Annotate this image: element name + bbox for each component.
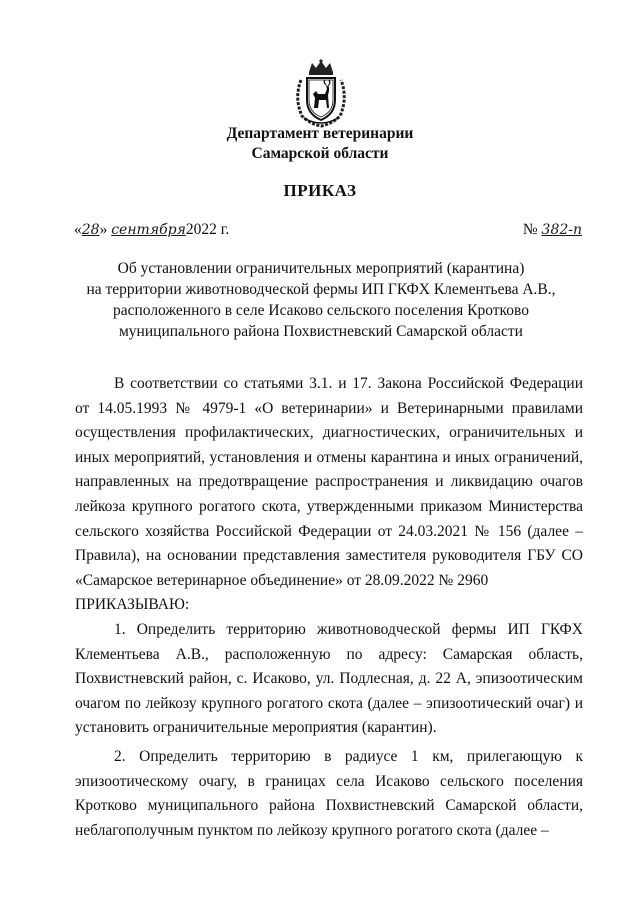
document-title: ПРИКАЗ — [283, 181, 357, 200]
subject-line: Об установлении ограничительных мероприятий (карантина) — [117, 260, 525, 277]
department-name-line2: Самарской области — [251, 145, 389, 162]
order-item-1: 1. Определить территорию животноводческой фермы ИП ГКФХ Клементьева А.В., расположенную по адресу: Самарская область, Похвистневский район, с. Исаково, ул. Подлесная, д. 22 А, эпизоотическим очагом по лейкозу крупного рогатого скота (далее – эпизоотический очаг) и установить ограничительные мероприятия (карантин). — [75, 620, 583, 737]
date-close-quote: » — [99, 221, 112, 238]
order-body — [75, 372, 583, 843]
order-date — [74, 221, 229, 239]
order-word: ПРИКАЗЫВАЮ: — [75, 596, 190, 614]
subject-line: на территории животноводческой фермы ИП ГКФХ Клементьева А.В., — [86, 281, 556, 298]
date-open-quote: « — [74, 221, 82, 238]
preamble-paragraph: В соответствии со статьями 3.1. и 17. Закона Российской Федерации от 14.05.1993 № 4979-1 «О ветеринарии» и Ветеринарными правилами осуществления профилактических, диагностических, ограничительных и иных мероприятий, установления и отмены карантина и иных ограничений, направленных на предотвращение распространения и ликвидацию очагов лейкоза крупного рогатого скота, утвержденными приказом Министерства сельского хозяйства Российской Федерации от 24.03.2021 № 156 (далее – Правила), на основании представления заместителя руководителя ГБУ СО «Самарское ветеринарное объединение» от 28.09.2022 № 2960 — [75, 375, 583, 589]
date-day-handwritten: 28 — [81, 222, 100, 238]
date-month-handwritten: сентября — [111, 222, 186, 238]
number-prefix: № — [522, 221, 542, 238]
number-handwritten: 382-п — [541, 222, 582, 238]
order-number — [523, 221, 582, 239]
samara-coat-of-arms-icon — [292, 58, 350, 128]
date-year: 2022 г. — [185, 221, 230, 238]
order-subject — [60, 258, 582, 342]
order-item-2: 2. Определить территорию в радиусе 1 км, прилегающую к эпизоотическому очагу, в границах села Исаково сельского поселения Кротково муниципального района Похвистневский Самарской области, неблагополучным пунктом по лейкозу крупного рогатого скота (далее – — [75, 747, 583, 839]
subject-line: муниципального района Похвистневский Самарской области — [119, 323, 523, 340]
subject-line: расположенного в селе Исаково сельского поселения Кротково — [112, 302, 530, 319]
department-name-line1: Департамент ветеринарии — [226, 125, 414, 142]
